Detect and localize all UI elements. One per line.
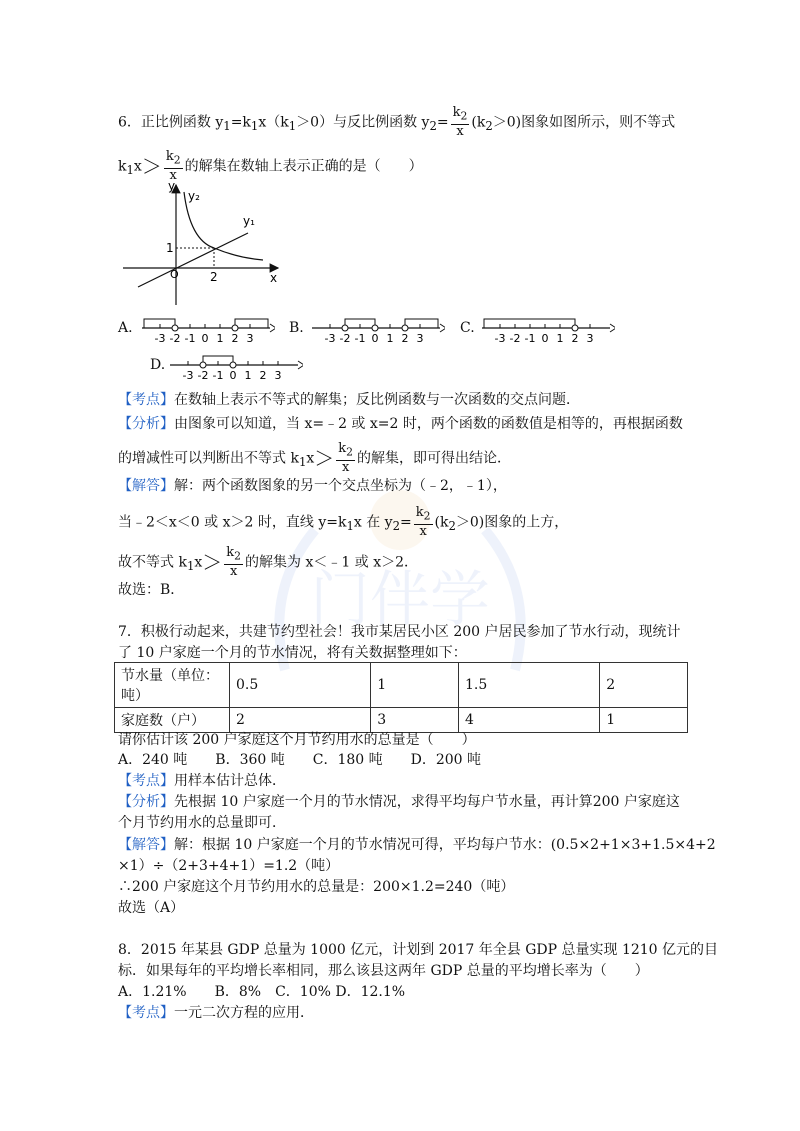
q7-jieda-2: ×1）÷（2+3+4+1）=1.2（吨） bbox=[118, 858, 340, 874]
numberline-tick-label: 1 bbox=[386, 332, 394, 345]
q6-fenxi-1: 【分析】由图象可以知道，当 x=﹣2 或 x=2 时，两个函数的函数值是相等的，再根据函数 bbox=[118, 416, 683, 432]
numberline-tick-label: -2 bbox=[197, 369, 209, 382]
q8-kaodian: 【考点】一元二次方程的应用． bbox=[118, 1005, 314, 1021]
numberline-tick-label: -2 bbox=[339, 332, 351, 345]
q7-kaodian: 【考点】用样本估计总体． bbox=[118, 773, 286, 789]
q6-line1: 6．正比例函数 $y_1=k_1x(k_1>0)$与反比例函数 $y_2=$ $\frac{k_2}{x}$ $(k_2>0)$图象如图所示，则不等式 bbox=[118, 105, 676, 139]
svg-text:1: 1 bbox=[166, 241, 174, 255]
table-cell: 节水量（单位： 吨） bbox=[115, 663, 230, 708]
option-b-numberline[interactable] bbox=[310, 308, 445, 348]
numberline-tick-label: -1 bbox=[354, 332, 366, 345]
option-d-label[interactable]: D. bbox=[150, 357, 166, 373]
option-a-numberline[interactable] bbox=[140, 308, 275, 348]
q7-fenxi-1: 【分析】先根据 10 户家庭一个月的节水情况，求得平均每户节水量，再计算200 户家庭这 bbox=[118, 794, 680, 810]
option-a-label[interactable]: A. bbox=[118, 320, 133, 336]
option-d-numberline[interactable] bbox=[168, 345, 303, 385]
numberline-tick-label: -2 bbox=[509, 332, 521, 345]
open-circle bbox=[372, 325, 378, 331]
svg-text:y: y bbox=[168, 180, 176, 193]
open-circle bbox=[200, 362, 206, 368]
q6-choice: 故选：B． bbox=[118, 582, 185, 598]
numberline-tick-label: 1 bbox=[216, 332, 224, 345]
numberline-tick-label: -3 bbox=[182, 369, 194, 382]
option-b-label[interactable]: B. bbox=[289, 320, 304, 336]
table-row bbox=[115, 663, 688, 708]
numberline-arrow bbox=[298, 361, 303, 369]
solution-bracket bbox=[405, 319, 438, 328]
numberline-tick-label: 3 bbox=[416, 332, 424, 345]
q8-line2: 标．如果每年的平均增长率相同，那么该县这两年 GDP 总量的平均增长率为（ ） bbox=[118, 963, 649, 979]
table-cell: 1 bbox=[600, 708, 688, 733]
svg-text:2: 2 bbox=[210, 270, 218, 284]
svg-text:y₁: y₁ bbox=[243, 214, 255, 228]
table-cell: 3 bbox=[371, 708, 459, 733]
q7-choice: 故选（A） bbox=[118, 900, 185, 916]
open-circle bbox=[232, 325, 238, 331]
table-cell: 家庭数（户） bbox=[115, 708, 230, 733]
numberline-tick-label: 1 bbox=[556, 332, 564, 345]
table-cell: 0.5 bbox=[230, 663, 371, 708]
table-cell: 2 bbox=[600, 663, 688, 708]
numberline-tick-label: 0 bbox=[541, 332, 549, 345]
numberline-tick-label: 0 bbox=[229, 369, 237, 382]
table-cell: 1 bbox=[371, 663, 459, 708]
q8-line1: 8．2015 年某县 GDP 总量为 1000 亿元，计划到 2017 年全县 GDP 总量实现 1210 亿元的目 bbox=[118, 942, 719, 958]
svg-text:x: x bbox=[270, 271, 278, 285]
q7-options[interactable]: A．240 吨 B．360 吨 C．180 吨 D．200 吨 bbox=[118, 752, 482, 768]
numberline-tick-label: -1 bbox=[212, 369, 224, 382]
numberline-arrow bbox=[270, 324, 275, 332]
table-cell: 2 bbox=[230, 708, 371, 733]
q6-fenxi-2: 的增减性可以判断出不等式 $k_1x>$ $\frac{k_2}{x}$ 的解集，即可得出结论． bbox=[118, 441, 512, 475]
numberline-tick-label: 3 bbox=[274, 369, 282, 382]
numberline-tick-label: 2 bbox=[231, 332, 239, 345]
open-circle bbox=[230, 362, 236, 368]
numberline-tick-label: 3 bbox=[246, 332, 254, 345]
numberline-tick-label: 1 bbox=[244, 369, 252, 382]
numberline-tick-label: -3 bbox=[494, 332, 506, 345]
solution-bracket bbox=[235, 319, 268, 328]
numberline-tick-label: -2 bbox=[169, 332, 181, 345]
q6-jieda-2: 当﹣2＜x＜0 或 x＞2 时，直线 $y=k_1x$ 在 $y_2=$ $\frac{k_2}{x}$ $(k_2>0)$图象的上方， bbox=[118, 505, 569, 539]
table-cell: 4 bbox=[458, 708, 599, 733]
numberline-tick-label: -3 bbox=[324, 332, 336, 345]
table-cell: 1.5 bbox=[458, 663, 599, 708]
svg-text:y₂: y₂ bbox=[188, 189, 200, 203]
numberline-tick-label: 2 bbox=[571, 332, 579, 345]
open-circle bbox=[172, 325, 178, 331]
numberline-tick-label: 2 bbox=[259, 369, 267, 382]
q7-fenxi-2: 个月节约用水的总量即可． bbox=[118, 815, 286, 831]
numberline-tick-label: 3 bbox=[586, 332, 594, 345]
q7-question: 请你估计该 200 户家庭这个月节约用水的总量是（ ） bbox=[118, 732, 476, 748]
svg-text:O: O bbox=[170, 268, 179, 281]
q8-options[interactable]: A．1.21% B．8% C．10% D．12.1% bbox=[118, 984, 406, 1000]
q6-kaodian: 【考点】在数轴上表示不等式的解集；反比例函数与一次函数的交点问题． bbox=[118, 392, 580, 408]
function-graph bbox=[118, 180, 288, 310]
open-circle bbox=[342, 325, 348, 331]
open-circle bbox=[572, 325, 578, 331]
q6-line2: $k_1x>$ $\frac{k_2}{x}$ 的解集在数轴上表示正确的是（ ） bbox=[118, 149, 423, 183]
numberline-arrow bbox=[610, 324, 615, 332]
option-c-label[interactable]: C. bbox=[460, 320, 475, 336]
numberline-tick-label: 0 bbox=[201, 332, 209, 345]
watermark-text: 门伴学 bbox=[310, 565, 490, 635]
q7-line1: 7．积极行动起来，共建节约型社会！我市某居民小区 200 户居民参加了节水行动，现统计 bbox=[118, 624, 681, 640]
water-saving-table bbox=[114, 662, 688, 733]
numberline-tick-label: -1 bbox=[524, 332, 536, 345]
q6-jieda-1: 【解答】解：两个函数图象的另一个交点坐标为（﹣2，﹣1）， bbox=[118, 478, 507, 494]
open-circle bbox=[402, 325, 408, 331]
option-c-numberline[interactable] bbox=[480, 308, 615, 348]
q7-line2: 了 10 户家庭一个月的节水情况，将有关数据整理如下： bbox=[118, 645, 467, 661]
q7-jieda-3: ∴200 户家庭这个月节约用水的总量是：200×1.2=240（吨） bbox=[118, 879, 515, 895]
numberline-tick-label: 0 bbox=[371, 332, 379, 345]
numberline-tick-label: -1 bbox=[184, 332, 196, 345]
q7-jieda-1: 【解答】解：根据 10 户家庭一个月的节水情况可得，平均每户节水：(0.5×2+1×3+1.5×4+2 bbox=[118, 837, 716, 853]
fraction-k2-over-x: $\frac{k_2}{x}$ bbox=[452, 105, 468, 139]
numberline-arrow bbox=[440, 324, 445, 332]
table-row bbox=[115, 708, 688, 733]
numberline-tick-label: 2 bbox=[401, 332, 409, 345]
numberline-tick-label: -3 bbox=[154, 332, 166, 345]
q6-jieda-3: 故不等式 $k_1x>$ $\frac{k_2}{x}$ 的解集为 x＜﹣1 或 x＞2． bbox=[118, 545, 419, 579]
